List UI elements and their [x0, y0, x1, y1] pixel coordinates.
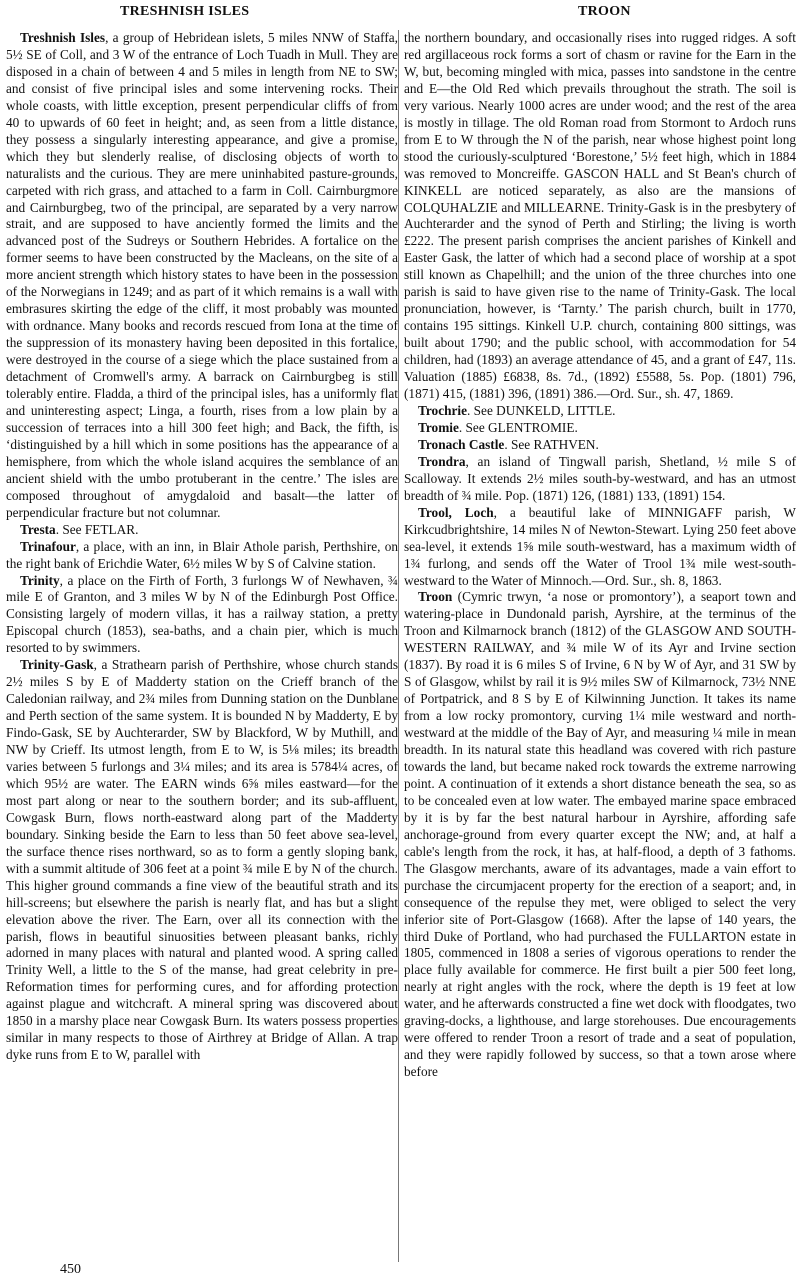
entry-body: . See GLENTROMIE.	[458, 419, 578, 435]
entry-headword: Tromie	[418, 419, 459, 435]
entry-body: . See DUNKELD, LITTLE.	[467, 402, 616, 418]
entry-headword: Trool, Loch	[418, 504, 494, 520]
entry-headword: Trinity	[20, 572, 60, 588]
right-column	[404, 30, 796, 1081]
dictionary-entry	[6, 30, 398, 522]
dictionary-entry	[404, 505, 796, 590]
entry-headword: Trondra	[418, 453, 466, 469]
entry-headword: Tronach Castle	[418, 436, 505, 452]
dictionary-entry	[6, 539, 398, 573]
entry-body: , an island of Tingwall parish, Shetland, ½ mile S of Scalloway. It extends 2½ miles south-by-westward, and has an utmost breadth of ¾ mile. Pop. (1871) 126, (1881) 133, (1891) 154.	[404, 453, 796, 503]
dictionary-entry	[404, 454, 796, 505]
entry-headword: Trochrie	[418, 402, 467, 418]
entry-body: , a Strathearn parish of Perthshire, whose church stands 2½ miles S by E of Madderty station on the Crieff branch of the Caledonian railway, and 2¾ miles from Dunning station on the Dunblane and Perth section of the same system. It is bounded N by Madderty, E by Findo-Gask, SE by Auchterarder, SW by Blackford, W by Muthill, and NW by Crieff. Its utmost length, from E to W, is 5⅛ miles; its breadth varies between 5 furlongs and 3¼ miles; and its area is 5784¼ acres, of which 95½ are water. The EARN winds 6⅝ miles eastward—for the most part along or near to the southern border; and its sub-affluent, Cowgask Burn, flows north-eastward along part of the Madderty boundary. Sinking beside the Earn to less than 50 feet above sea-level, the surface thence rises northward, so as to form a gently sloping bank, with a summit altitude of 306 feet at a point ¾ mile E by N of the church. This higher ground commands a fine view of the beautiful strath and its hill-screens; but elsewhere the parish is nearly flat, and has but a slight elevation above the river. The Earn, over all its connection with the parish, flows in beautiful sinuosities between pleasant banks, richly adorned in many places with natural and planted wood. A spring called Trinity Well, a little to the S of the manse, had great celebrity in pre-Reformation times for performing cures, and for affording protection against plague and witchcraft. A mineral spring was discovered about 1850 in a marshy place near Cowgask Burn. Its waters possess properties similar in many respects to those of Airthrey at Bridge of Allan. A trap dyke runs from E to W, parallel with	[6, 657, 398, 1063]
entry-headword: Trinafour	[20, 538, 76, 554]
entry-body: . See FETLAR.	[55, 521, 139, 537]
running-head-left: TRESHNISH ISLES	[120, 4, 250, 19]
dictionary-entry	[404, 403, 796, 420]
dictionary-entry	[6, 657, 398, 1064]
dictionary-entry	[404, 589, 796, 1081]
entry-body: , a group of Hebridean islets, 5 miles NNW of Staffa, 5½ SE of Coll, and 3 W of the entrance of Loch Tuadh in Mull. They are disposed in a chain of between 4 and 5 miles in length from NE to SW; and consist of five principal isles and some intervening rocks. Their whole coasts, with little exception, present perpendicular cliffs of from 40 to upwards of 60 feet in height; and, as seen from a little distance, they possess a singularly interesting appearance, and give a promise, which they but slenderly realise, of disclosing objects of worth to naturalists and the curious. They are mere uninhabited pasture-grounds, carpeted with rich grass, and attached to a farm in Coll. Cairnburgmore and Cairnburgbeg, two of the principal, are separated by a very narrow strait, and are supposed to have anciently formed the limits and the advanced post of the Sudreys or Southern Hebrides. A fortalice on the former seems to have been constructed by the Macleans, on the site of a more ancient strength which history states to have been in the possession of the Norwegians in 1249; and as part of it which remains is a wall with embrasures skirting the edge of the cliff, it most probably was mounted with ordnance. Many books and records rescued from Iona at the time of the suppression of its monastery having been deposited in this fortalice, were destroyed in the course of a siege which the place sustained from a detachment of Cromwell's army. A barrack on Cairnburgbeg is still tolerably entire. Fladda, a third of the principal isles, has a uniformly flat and uninteresting aspect; Linga, a fourth, rises from a low plain by a succession of terraces into a hill 300 feet high; and Back, the fifth, is ‘distinguished by a hill which in some positions has the appearance of a hemisphere, from which the whole island acquires the semblance of an ancient shield with the umbo protuberant in the centre.’ The isles are composed throughout of amygdaloid and basalt—the latter of perpendicular fracture but not columnar.	[6, 30, 399, 520]
running-head-right: TROON	[578, 4, 631, 19]
entry-body: . See RATHVEN.	[504, 436, 599, 452]
dictionary-entry	[6, 573, 398, 658]
entry-headword: Tresta	[20, 521, 56, 537]
entry-headword: Trinity-Gask	[20, 657, 94, 673]
page-number: 450	[60, 1262, 81, 1277]
left-column	[6, 30, 398, 1064]
dictionary-entry	[404, 437, 796, 454]
dictionary-entry	[404, 420, 796, 437]
entry-body: (Cymric trwyn, ‘a nose or promontory’), a seaport town and watering-place in Dundonald parish, Ayrshire, at the terminus of the Troon and Kilmarnock branch (1812) of the GLASGOW AND SOUTH-WESTERN RAILWAY, and ¾ mile W of its Ayr and Irvine section (1837). By road it is 6 miles S of Irvine, 6 N by W of Ayr, and 31 SW by S of Glasgow, whilst by rail it is 9½ miles SW of Kilmarnock, 73½ NNE of Portpatrick, and 8 S by E of Kilwinning Junction. It takes its name from a low rocky promontory, curving 1¼ mile westward and north-westward at the middle of the Bay of Ayr, and measuring ¼ mile in mean breadth. In its natural state this headland was covered with rich pasture towards the land, but became naked rock towards the extreme narrowing point. A continuation of it extends a short distance beneath the sea, so as to be concealed even at low water. The embayed marine space embraced by it is by far the best natural harbour in Ayrshire, affording safe anchorage-ground from every quarter except the NW; and, at half a cable's length from the rock, it has, at half-flood, a depth of 3 fathoms. The Glasgow merchants, aware of its advantages, made a vain effort to purchase the circumjacent property for the erection of a seaport; and, in consequence of the repulse they met, were obliged to select the very inferior site of Port-Glasgow (1668). After the lapse of 140 years, the third Duke of Portland, who had purchased the FULLARTON estate in 1805, commenced in 1808 a series of vigorous operations to render the place fully available for commerce. He first built a pier 500 feet long, nearly at right angles with the rock, where the depth is 19 feet at low water, and he afterwards constructed a fine wet dock with floodgates, two graving-docks, a lighthouse, and large storehouses. Due encouragements were offered to render Troon a resort of trade and a seat of population, and they were rapidly followed by success, so that a town arose where before	[404, 589, 796, 1080]
entry-headword: Treshnish Isles	[20, 30, 106, 45]
entry-headword: Troon	[418, 589, 453, 605]
entry-body: , a place on the Firth of Forth, 3 furlongs W of Newhaven, ¾ mile E of Granton, and 3 miles W by N of the Edinburgh Post Office. Consisting largely of modern villas, it has a railway station, a pretty Episcopal church (1853), sea-baths, and a chain pier, which is much resorted to by swimmers.	[6, 572, 398, 656]
dictionary-entry	[6, 522, 398, 539]
entry-body: , a beautiful lake of MINNIGAFF parish, W Kirkcudbrightshire, 14 miles N of Newton-Stewart. Lying 250 feet above sea-level, it extends 1⅝ mile south-westward, has a maximum width of 1¾ furlong, and sends off the Water of Trool 1¾ mile west-south-westward to the Water of Minnoch.—Ord. Sur., sh. 8, 1863.	[404, 504, 796, 588]
column-divider	[398, 30, 399, 1262]
entry-body: the northern boundary, and occasionally rises into rugged ridges. A soft red argillaceous rock forms a sort of chasm or ravine for the Earn in the W, but, becoming mingled with mica, passes into sandstone in the centre and E—the Old Red which prevails throughout the strath. The soil is very various. Nearly 1000 acres are under wood; and the rest of the area is mostly in tillage. The old Roman road from Stormont to Ardoch runs from E to W through the N of the parish, near whose highest point long stood the curiously-sculptured ‘Borestone,’ 5½ feet high, which in 1884 was removed to Moncreiffe. GASCON HALL and St Bean's church of KINKELL are noticed separately, as also are the mansions of COLQUHALZIE and MILLEARNE. Trinity-Gask is in the presbytery of Auchterarder and the synod of Perth and Stirling; the living is worth £222. The present parish comprises the ancient parishes of Kinkell and Easter Gask, the latter of which had a second place of worship at a spot still known as Chapelhill; and the union of the three churches into one parish is said to have given rise to the name of Trinity-Gask. The local pronunciation, however, is ‘Tarnty.’ The parish church, built in 1770, contains 195 sittings. Kinkell U.P. church, containing 800 sittings, was built about 1790; and the public school, with accommodation for 54 children, had (1893) an average attendance of 45, and a grant of £47, 11s. Valuation (1885) £6838, 8s. 7d., (1892) £5588, 5s. Pop. (1801) 796, (1871) 415, (1881) 396, (1891) 386.—Ord. Sur., sh. 47, 1869.	[404, 30, 796, 402]
dictionary-entry	[404, 30, 796, 403]
entry-body: , a place, with an inn, in Blair Athole parish, Perthshire, on the right bank of Erichdie Water, 6½ miles W by S of Calvine station.	[6, 538, 398, 571]
